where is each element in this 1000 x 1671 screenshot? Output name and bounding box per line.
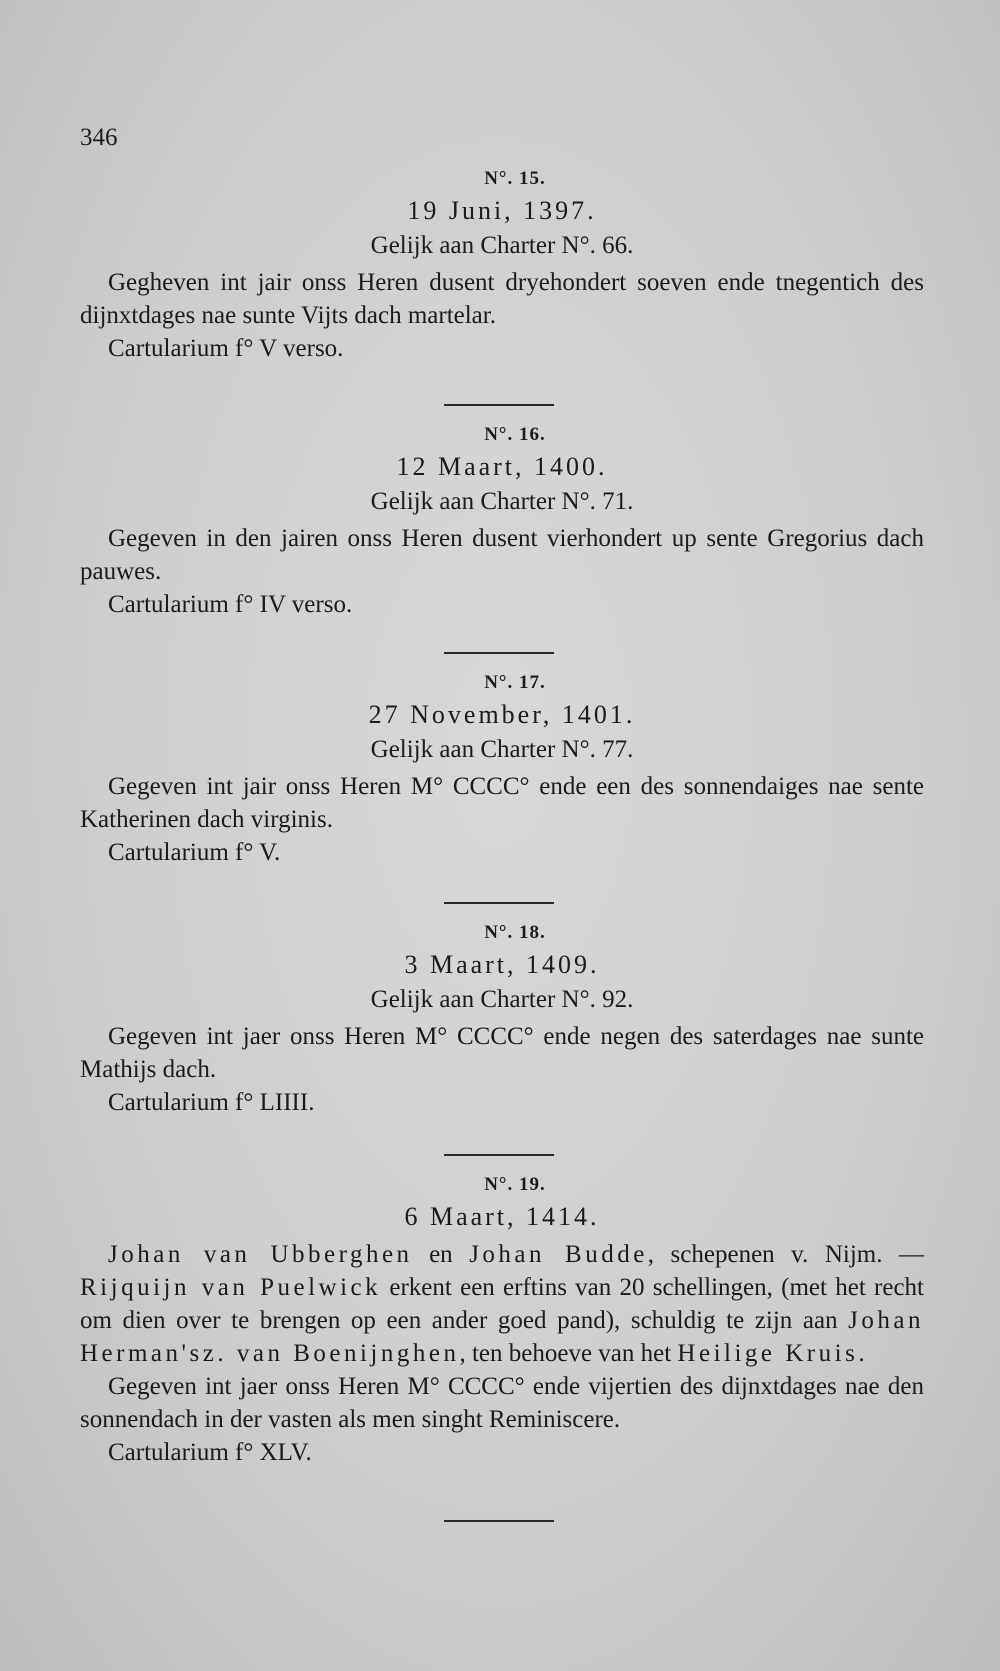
- entry-17: [80, 672, 924, 869]
- separator-rule: [444, 902, 554, 904]
- separator-rule: [444, 1154, 554, 1156]
- entry-text: Gegheven int jair onss Heren dusent dryehondert soeven ende tnegentich des dijnxtdages nae sunte Vijts dach martelar.: [80, 269, 924, 329]
- person-name: Johan van Ubberghen: [108, 1241, 413, 1268]
- page-number: 346: [80, 124, 118, 151]
- entry-number: N°. 17.: [484, 672, 546, 693]
- separator-rule: [444, 1520, 554, 1522]
- cartularium-reference: Cartularium f° V.: [108, 839, 281, 866]
- entry-text: Gegeven int jaer onss Heren M° CCCC° ende negen des saterdages nae sunte Mathijs dach.: [80, 1023, 924, 1083]
- cartularium-reference: Cartularium f° IV verso.: [108, 591, 353, 618]
- entry-summary: Johan van Ubberghen en Johan Budde, schepenen v. Nijm. — Rijquijn van Puelwick erkent een erftins van 20 schellingen, (met het recht om dien over te brengen op een ander goed pand), schuldig te zijn aan Johan Herman'sz. van Boenijnghen, ten behoeve van het Heilige Kruis.: [80, 1241, 924, 1367]
- entry-16: [80, 424, 924, 621]
- person-name: Johan Herman'sz. van Boenijnghen: [80, 1307, 924, 1367]
- cartularium-reference: Cartularium f° LIIII.: [108, 1089, 315, 1116]
- entry-text: Gegeven int jair onss Heren M° CCCC° ende een des sonnendaiges nae sente Katherinen dach virginis.: [80, 773, 924, 833]
- entry-number: N°. 16.: [484, 424, 546, 445]
- entry-18: [80, 922, 924, 1119]
- entry-number: N°. 19.: [484, 1174, 546, 1195]
- entry-number: N°. 18.: [484, 922, 546, 943]
- entry-text: Gegeven in den jairen onss Heren dusent vierhondert up sente Gregorius dach pauwes.: [80, 525, 924, 585]
- charter-reference: Gelijk aan Charter N°. 77.: [370, 736, 634, 763]
- cartularium-reference: Cartularium f° XLV.: [108, 1439, 312, 1466]
- person-name: Rijquijn van Puelwick: [80, 1274, 382, 1301]
- entry-date: 12 Maart, 1400.: [396, 452, 608, 481]
- entry-15: [80, 168, 924, 365]
- entry-text: Gegeven int jaer onss Heren M° CCCC° ende vijertien des dijnxtdages nae den sonnendach in der vasten als men singht Reminiscere.: [80, 1373, 924, 1433]
- entry-date: 3 Maart, 1409.: [404, 950, 600, 979]
- entry-date: 27 November, 1401.: [368, 700, 636, 729]
- separator-rule: [444, 404, 554, 406]
- entry-number: N°. 15.: [484, 168, 546, 189]
- charter-reference: Gelijk aan Charter N°. 71.: [370, 488, 634, 515]
- charter-reference: Gelijk aan Charter N°. 92.: [370, 986, 634, 1013]
- entry-date: 6 Maart, 1414.: [404, 1202, 600, 1231]
- cartularium-reference: Cartularium f° V verso.: [108, 335, 344, 362]
- place-name: Heilige Kruis: [677, 1340, 859, 1367]
- entry-19: [80, 1174, 924, 1469]
- person-name: Johan Budde: [469, 1241, 648, 1268]
- separator-rule: [444, 652, 554, 654]
- entry-date: 19 Juni, 1397.: [407, 196, 597, 225]
- charter-reference: Gelijk aan Charter N°. 66.: [370, 232, 634, 259]
